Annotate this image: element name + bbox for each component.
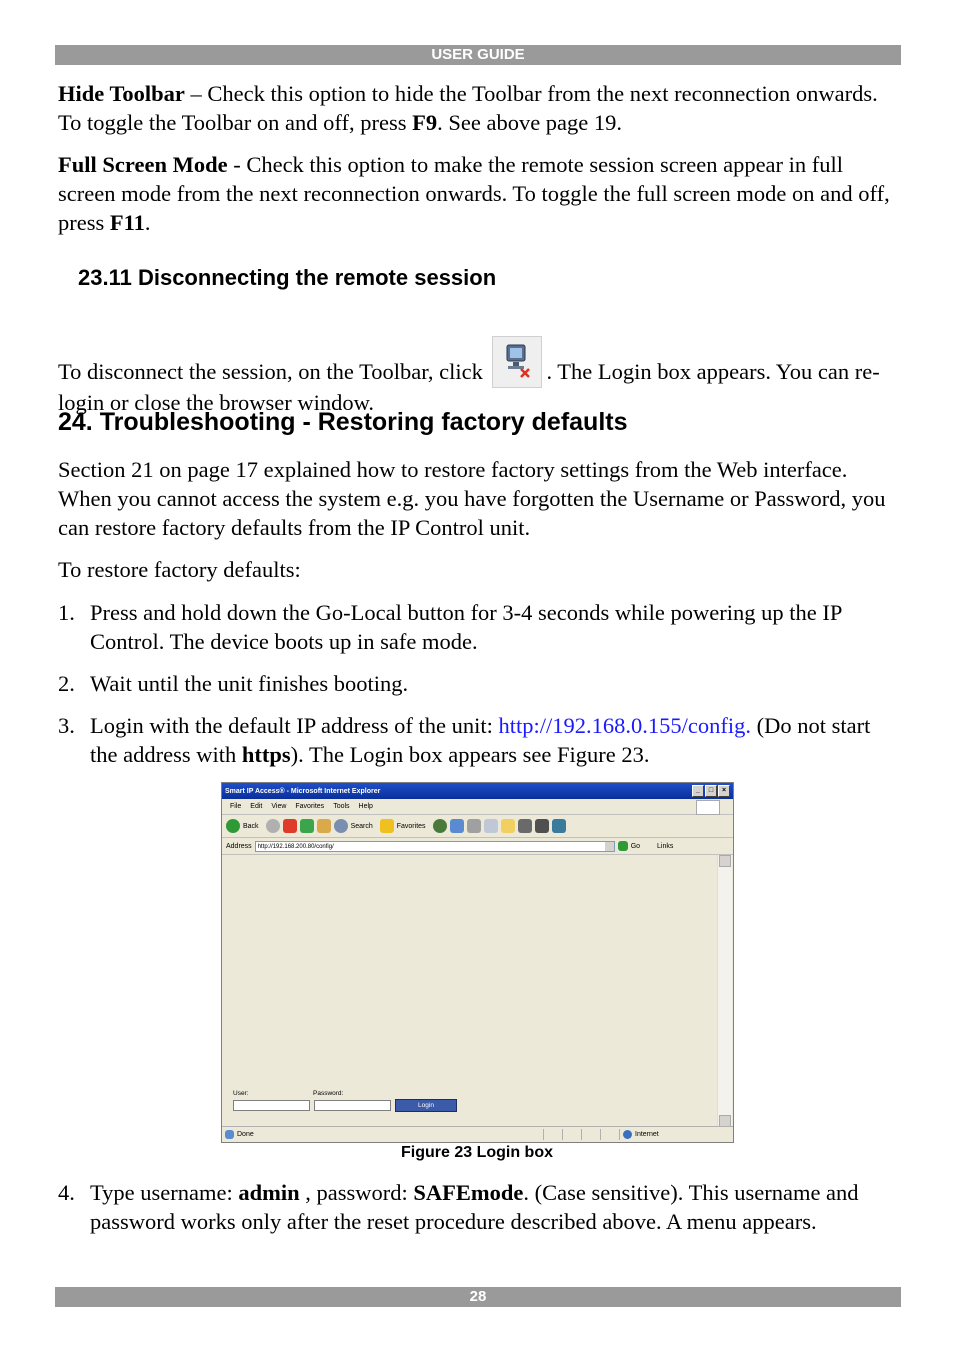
hide-toolbar-key: F9 bbox=[412, 110, 438, 135]
window-titlebar bbox=[222, 783, 733, 799]
section-24-intro: Section 21 on page 17 explained how to restore factory settings from the Web interface. When you cannot access the system e.g. you have forgotten the Username or Password, you can restore factory defaults from the IP Control unit. bbox=[58, 457, 886, 540]
step-3-text-c: ). The Login box appears see Figure 23. bbox=[290, 742, 650, 767]
scroll-up-icon[interactable] bbox=[719, 855, 731, 867]
zone-label: Internet bbox=[635, 1131, 659, 1138]
tools-icon[interactable] bbox=[552, 819, 566, 833]
windows-logo-icon bbox=[696, 800, 720, 815]
list-item-text: Wait until the unit finishes booting. bbox=[90, 671, 409, 696]
minimize-icon[interactable]: _ bbox=[692, 785, 704, 797]
hide-toolbar-paragraph bbox=[58, 79, 903, 137]
address-value: http://192.168.200.80/config/ bbox=[257, 843, 334, 850]
default-username: admin bbox=[238, 1180, 300, 1205]
globe-icon bbox=[623, 1130, 632, 1139]
figure-caption: Figure 23 Login box bbox=[400, 1144, 553, 1161]
list-item bbox=[58, 669, 903, 698]
search-label[interactable]: Search bbox=[350, 822, 373, 830]
favorites-label[interactable]: Favorites bbox=[396, 822, 426, 830]
close-icon[interactable]: × bbox=[718, 785, 730, 797]
user-label: User: bbox=[233, 1090, 249, 1097]
disconnect-paragraph bbox=[58, 336, 903, 417]
full-screen-term: Full Screen Mode bbox=[58, 152, 228, 177]
messenger-icon[interactable] bbox=[518, 819, 532, 833]
browser-content bbox=[223, 855, 717, 1127]
menu-file[interactable]: File bbox=[230, 803, 242, 810]
hide-toolbar-text-end: . See above page 19. bbox=[437, 110, 623, 135]
menu-edit[interactable]: Edit bbox=[250, 803, 263, 810]
maximize-icon[interactable]: □ bbox=[705, 785, 717, 797]
user-input[interactable] bbox=[233, 1100, 310, 1111]
vertical-scrollbar[interactable] bbox=[717, 855, 732, 1127]
footer-bar bbox=[55, 1287, 901, 1307]
list-item-number: 1. bbox=[58, 600, 75, 625]
research-icon[interactable] bbox=[535, 819, 549, 833]
status-segment bbox=[600, 1129, 619, 1140]
step-3-https: https bbox=[241, 742, 291, 767]
home-icon[interactable] bbox=[317, 819, 331, 833]
links-button[interactable]: Links bbox=[657, 842, 674, 850]
list-item-text bbox=[90, 711, 903, 769]
favorites-icon[interactable] bbox=[380, 819, 394, 833]
disconnect-text-end: . The Login box appears. You can re-login or close the browser window. bbox=[58, 359, 880, 415]
password-label: Password: bbox=[313, 1090, 344, 1097]
section-24-heading: 24. Troubleshooting - Restoring factory defaults bbox=[58, 408, 628, 436]
mail-icon[interactable] bbox=[450, 819, 464, 833]
window-title: Smart IP Access® - Microsoft Internet Explorer bbox=[225, 787, 381, 795]
address-bar bbox=[222, 838, 733, 855]
list-item bbox=[58, 711, 903, 769]
password-input[interactable] bbox=[314, 1100, 391, 1111]
default-address-link[interactable]: http://192.168.0.155/config. bbox=[498, 713, 751, 738]
step-4-text-c: . (Case sensitive). This username and password works only after the reset procedure described above. A menu appears. bbox=[90, 1180, 859, 1234]
list-item-number: 2. bbox=[58, 671, 75, 696]
search-icon[interactable] bbox=[334, 819, 348, 833]
back-icon[interactable] bbox=[226, 819, 240, 833]
step-4-text-b: , password: bbox=[299, 1180, 414, 1205]
default-password: SAFEmode bbox=[413, 1180, 524, 1205]
header-bar bbox=[55, 45, 901, 65]
menu-tools[interactable]: Tools bbox=[333, 803, 350, 810]
status-bar bbox=[222, 1126, 733, 1142]
print-icon[interactable] bbox=[467, 819, 481, 833]
step-3-text: Login with the default IP address of the unit: bbox=[90, 713, 499, 738]
menu-help[interactable]: Help bbox=[358, 803, 373, 810]
list-item bbox=[58, 598, 903, 656]
full-screen-paragraph bbox=[58, 150, 903, 237]
chevron-down-icon[interactable] bbox=[605, 842, 614, 851]
address-label: Address bbox=[226, 842, 252, 850]
full-screen-text: - Check this option to make the remote session screen appear in full screen mode from the next reconnection onwards. To toggle the full screen mode on and off, press bbox=[58, 152, 890, 235]
status-text: Done bbox=[237, 1131, 254, 1138]
refresh-icon[interactable] bbox=[300, 819, 314, 833]
back-label[interactable]: Back bbox=[243, 822, 259, 830]
list-item-text bbox=[90, 1178, 903, 1236]
header-label: USER GUIDE bbox=[431, 46, 525, 63]
hide-toolbar-text: – Check this option to hide the Toolbar from the next reconnection onwards. To toggle the Toolbar on and off, press bbox=[58, 81, 878, 135]
history-icon[interactable] bbox=[433, 819, 447, 833]
login-box-screenshot bbox=[221, 782, 734, 1143]
disconnect-text: To disconnect the session, on the Toolbar, click bbox=[58, 359, 489, 384]
page-number: 28 bbox=[469, 1288, 487, 1305]
list-item-text: Press and hold down the Go-Local button for 3-4 seconds while powering up the IP Control. The device boots up in safe mode. bbox=[90, 600, 842, 654]
status-segment bbox=[562, 1129, 581, 1140]
login-button[interactable]: Login bbox=[395, 1099, 457, 1112]
status-segment bbox=[581, 1129, 600, 1140]
step-3-text-b: (Do not start the address with bbox=[90, 713, 871, 767]
forward-icon[interactable] bbox=[266, 819, 280, 833]
full-screen-key: F11 bbox=[109, 210, 145, 235]
section-24-lead: To restore factory defaults: bbox=[58, 557, 301, 582]
stop-icon[interactable] bbox=[283, 819, 297, 833]
status-segment bbox=[543, 1129, 562, 1140]
page-icon bbox=[225, 1130, 234, 1139]
discuss-icon[interactable] bbox=[501, 819, 515, 833]
address-input[interactable] bbox=[255, 841, 615, 852]
section-23-11-heading: 23.11 Disconnecting the remote session bbox=[78, 265, 497, 290]
go-button[interactable]: Go bbox=[630, 842, 641, 850]
full-screen-text-end: . bbox=[144, 210, 151, 235]
browser-toolbar bbox=[222, 815, 733, 838]
disconnect-icon bbox=[492, 336, 542, 388]
go-icon[interactable] bbox=[618, 841, 628, 851]
step-4-text: Type username: bbox=[90, 1180, 239, 1205]
list-item bbox=[58, 1178, 903, 1236]
list-item-number: 4. bbox=[58, 1180, 75, 1205]
menu-bar bbox=[222, 799, 733, 815]
edit-icon[interactable] bbox=[484, 819, 498, 833]
list-item-number: 3. bbox=[58, 713, 75, 738]
hide-toolbar-term: Hide Toolbar bbox=[58, 81, 185, 106]
menu-favorites[interactable]: Favorites bbox=[295, 803, 325, 810]
menu-view[interactable]: View bbox=[271, 803, 287, 810]
